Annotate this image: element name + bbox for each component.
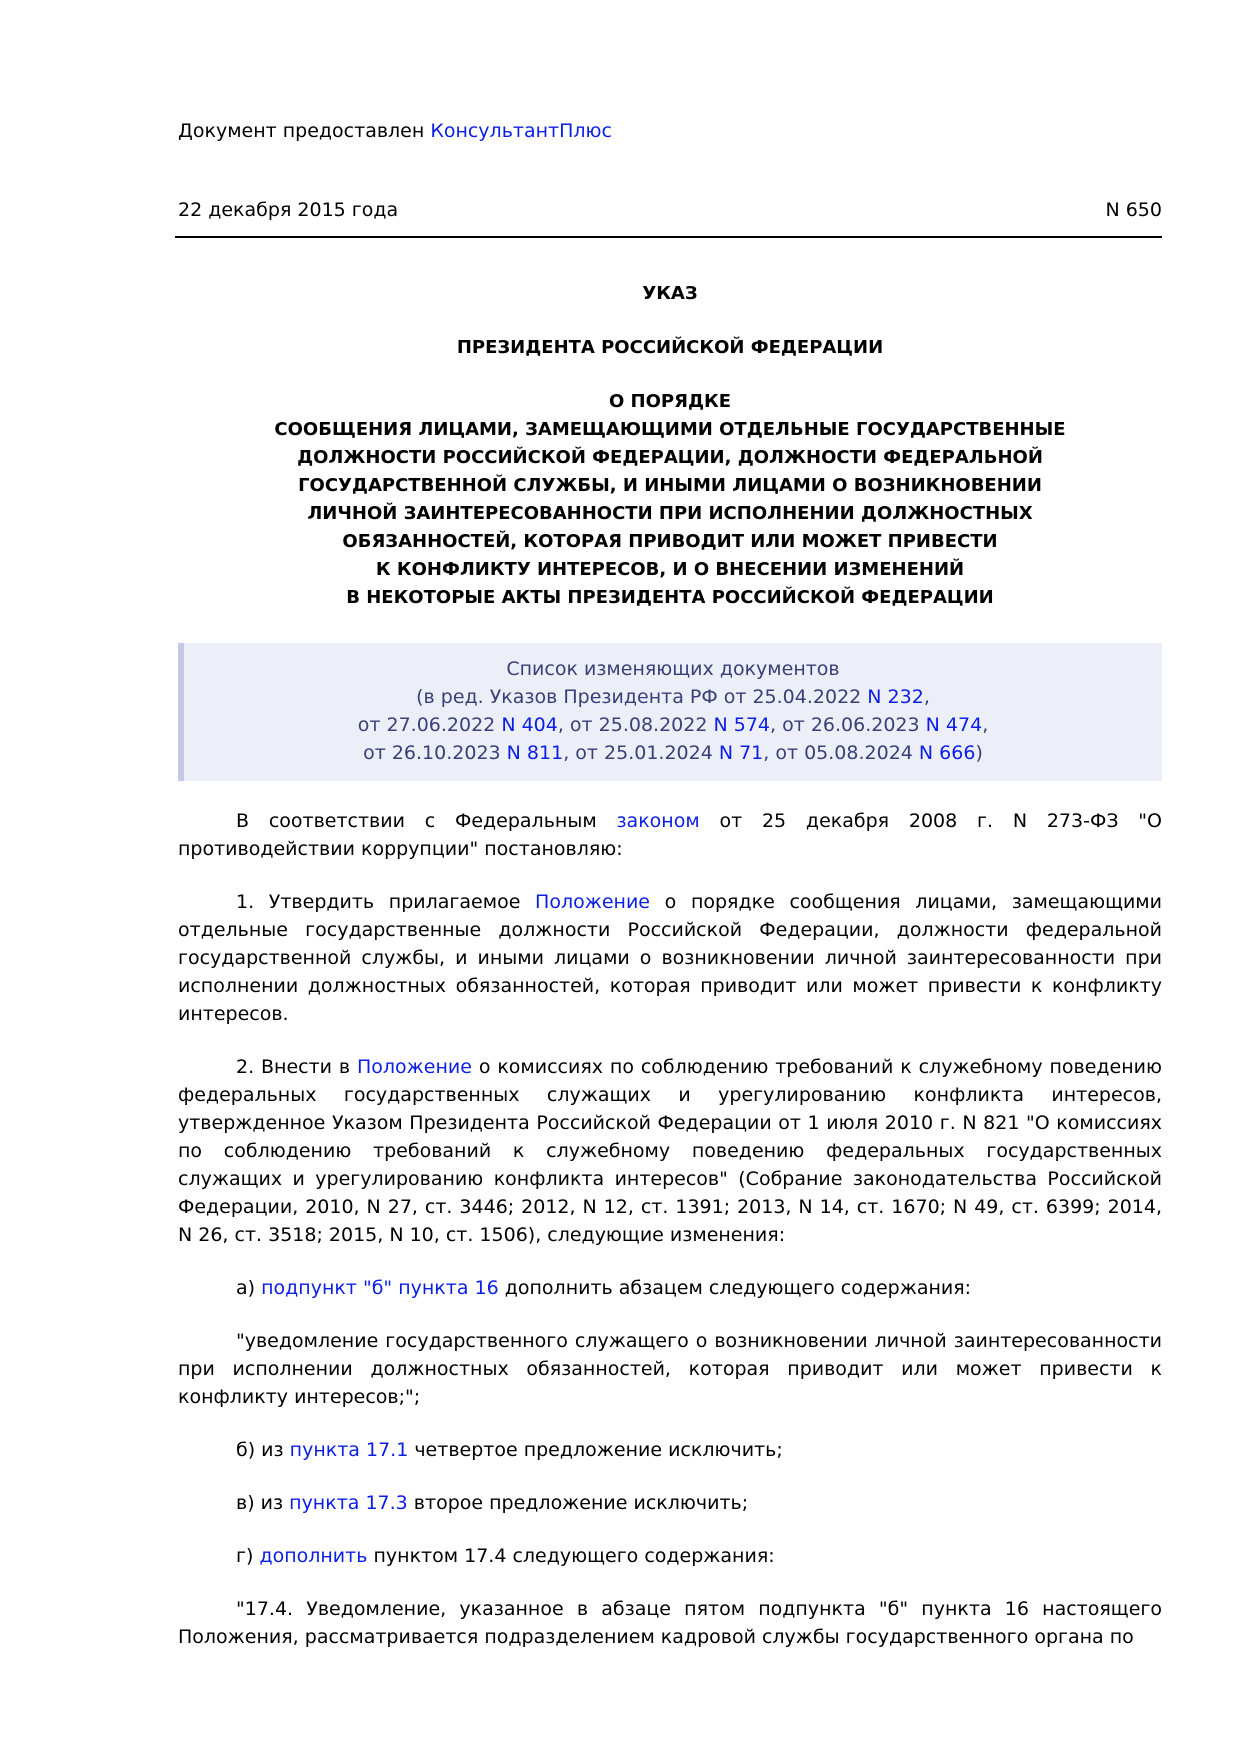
subpoint-b-point-16-link[interactable]: подпункт "б" пункта 16 [261,1277,499,1299]
subparagraph-b: б) из пункта 17.1 четвертое предложение исключить; [236,1439,783,1461]
document-body [178,807,1162,1676]
decree-heading: УКАЗ [642,283,698,304]
subparagraph-v: в) из пункта 17.3 второе предложение исключить; [236,1492,749,1514]
document-number: N 650 [1105,199,1162,221]
title-line: ОБЯЗАННОСТЕЙ, КОТОРАЯ ПРИВОДИТ ИЛИ МОЖЕТ ПРИВЕСТИ [342,531,998,552]
paragraph-1: 1. Утвердить прилагаемое Положение о порядке сообщения лицами, замещающими отдельные государственные должности Российской Федерации, должности федеральной государственной службы, и иными лицами о возникновении личной заинтересованности при исполнении должностных обязанностей, которая приводит или может привести к конфликту интересов. [178,891,1162,1025]
title-line: ЛИЧНОЙ ЗАИНТЕРЕСОВАННОСТИ ПРИ ИСПОЛНЕНИИ ДОЛЖНОСТНЫХ [307,503,1033,524]
title-line: О ПОРЯДКЕ [608,391,732,412]
decree-link-232[interactable]: N 232 [867,686,924,708]
quoted-paragraph: "уведомление государственного служащего о возникновении личной заинтересованности при исполнении должностных обязанностей, которая приводит или может привести к конфликту интересов;"; [178,1330,1162,1408]
provider-prefix: Документ предоставлен [178,120,431,142]
amending-documents-box [178,643,1162,781]
decree-link-71[interactable]: N 71 [718,742,764,764]
date-number-row [178,196,1162,224]
provider-line [178,117,612,145]
decree-link-404[interactable]: N 404 [501,714,558,736]
amending-documents-line: от 26.10.2023 N 811, от 25.01.2024 N 71, от 05.08.2024 N 666) [363,742,983,764]
title-line: СООБЩЕНИЯ ЛИЦАМИ, ЗАМЕЩАЮЩИМИ ОТДЕЛЬНЫЕ ГОСУДАРСТВЕННЫЕ [274,419,1066,440]
point-17-1-link[interactable]: пункта 17.1 [289,1439,409,1461]
amending-documents-line: от 27.06.2022 N 404, от 25.08.2022 N 574, от 26.06.2023 N 474, [357,714,989,736]
decree-title [178,388,1162,612]
document-date: 22 декабря 2015 года [178,199,399,221]
consultant-plus-link[interactable]: КонсультантПлюс [430,120,612,142]
decree-link-811[interactable]: N 811 [506,742,564,764]
title-line: К КОНФЛИКТУ ИНТЕРЕСОВ, И О ВНЕСЕНИИ ИЗМЕНЕНИЙ [375,559,965,580]
header-divider [175,236,1162,238]
point-17-4-paragraph: "17.4. Уведомление, указанное в абзаце пятом подпункта "б" пункта 16 настоящего Положения, рассматривается подразделением кадровой службы государственного органа по [178,1598,1162,1648]
commission-regulation-link[interactable]: Положение [356,1056,472,1078]
amending-documents-line: (в ред. Указов Президента РФ от 25.04.2022 N 232, [416,686,930,708]
title-line: В НЕКОТОРЫЕ АКТЫ ПРЕЗИДЕНТА РОССИЙСКОЙ ФЕДЕРАЦИИ [346,587,994,608]
decree-link-574[interactable]: N 574 [713,714,771,736]
subparagraph-a: а) подпункт "б" пункта 16 дополнить абзацем следующего содержания: [236,1277,972,1299]
title-line: ДОЛЖНОСТИ РОССИЙСКОЙ ФЕДЕРАЦИИ, ДОЛЖНОСТИ ФЕДЕРАЛЬНОЙ [297,447,1043,468]
amending-documents-heading: Список изменяющих документов [506,658,840,680]
decree-link-666[interactable]: N 666 [918,742,976,764]
regulation-link[interactable]: Положение [535,891,650,913]
supplement-link[interactable]: дополнить [259,1545,368,1567]
paragraph-2: 2. Внести в Положение о комиссиях по соблюдению требований к служебному поведению федеральных государственных служащих и урегулированию конфликта интересов, утвержденное Указом Президента Российской Федерации от 1 июля 2010 г. N 821 "О комиссиях по соблюдению требований к служебному поведению федеральных государственных служащих и урегулированию конфликта интересов" (Собрание законодательства Российской Федерации, 2010, N 27, ст. 3446; 2012, N 12, ст. 1391; 2013, N 14, ст. 1670; N 49, ст. 6399; 2014, N 26, ст. 3518; 2015, N 10, ст. 1506), следующие изменения: [178,1056,1162,1246]
decree-link-474[interactable]: N 474 [925,714,983,736]
federal-law-link[interactable]: законом [616,810,700,832]
preamble-paragraph: В соответствии с Федеральным законом от 25 декабря 2008 г. N 273-ФЗ "О противодействии коррупции" постановляю: [178,810,1162,860]
point-17-3-link[interactable]: пункта 17.3 [289,1492,408,1514]
title-line: ГОСУДАРСТВЕННОЙ СЛУЖБЫ, И ИНЫМИ ЛИЦАМИ О ВОЗНИКНОВЕНИИ [298,475,1042,496]
subparagraph-g: г) дополнить пунктом 17.4 следующего содержания: [236,1545,775,1567]
president-heading: ПРЕЗИДЕНТА РОССИЙСКОЙ ФЕДЕРАЦИИ [456,337,884,358]
